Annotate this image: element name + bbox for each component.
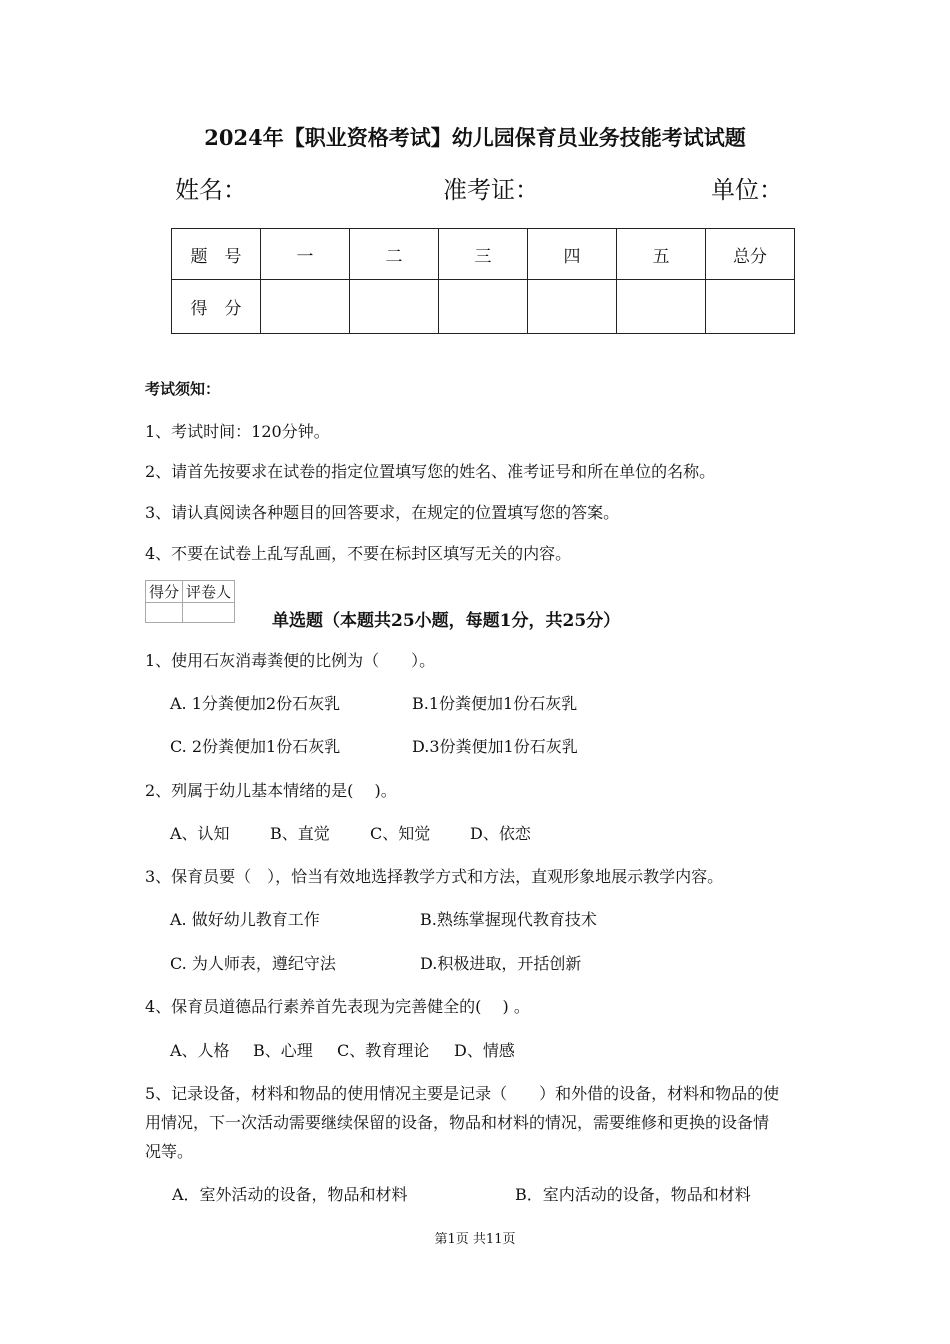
exam-title: 2024年【职业资格考试】幼儿园保育员业务技能考试试题 — [204, 125, 746, 150]
score-table — [171, 228, 795, 334]
exam-id-field-label: 准考证： — [443, 176, 539, 204]
option-b: B.1份粪便加1份石灰乳 — [412, 694, 578, 713]
option-c: C、教育理论 — [337, 1041, 430, 1060]
question-stem: 2、列属于幼儿基本情绪的是( )。 — [145, 781, 397, 800]
option-d: D、依恋 — [470, 824, 531, 843]
option-c: C. 2份粪便加1份石灰乳 — [170, 737, 341, 756]
score-cell — [617, 280, 706, 334]
option-a: A. 1分粪便加2份石灰乳 — [170, 694, 341, 713]
score-cell — [261, 280, 350, 334]
score-cell — [706, 280, 795, 334]
name-field-label: 姓名： — [175, 176, 247, 204]
score-header-cell: 二 — [350, 229, 439, 280]
option-a: A、认知 — [170, 824, 230, 843]
notice-item: 2、请首先按要求在试卷的指定位置填写您的姓名、准考证号和所在单位的名称。 — [145, 462, 716, 481]
option-a: A、人格 — [170, 1041, 230, 1060]
score-header-cell: 题 号 — [172, 229, 261, 280]
page-footer: 第1页 共11页 — [434, 1232, 516, 1247]
option-d: D.3份粪便加1份石灰乳 — [412, 737, 578, 756]
notice-item: 1、考试时间：120分钟。 — [145, 422, 330, 441]
question-stem-line: 5、记录设备，材料和物品的使用情况主要是记录（ ）和外借的设备，材料和物品的使 — [145, 1084, 780, 1103]
question-stem: 3、保育员要（ ），恰当有效地选择教学方式和方法，直观形象地展示教学内容。 — [145, 867, 724, 886]
score-cell — [350, 280, 439, 334]
score-header-cell: 三 — [439, 229, 528, 280]
notice-item: 3、请认真阅读各种题目的回答要求，在规定的位置填写您的答案。 — [145, 503, 620, 522]
score-header-cell: 一 — [261, 229, 350, 280]
option-a: A. 做好幼儿教育工作 — [170, 910, 320, 929]
grader-box — [145, 580, 235, 623]
option-c: C、知觉 — [370, 824, 431, 843]
grader-score-cell — [146, 603, 183, 623]
score-header-cell: 四 — [528, 229, 617, 280]
score-header-cell: 总分 — [706, 229, 795, 280]
notice-heading: 考试须知： — [145, 380, 221, 398]
unit-field-label: 单位： — [711, 176, 783, 204]
score-table-header-row — [172, 229, 795, 280]
score-cell — [439, 280, 528, 334]
option-c: C. 为人师表，遵纪守法 — [170, 954, 336, 973]
notice-item: 4、不要在试卷上乱写乱画，不要在标封区填写无关的内容。 — [145, 544, 572, 563]
grader-reviewer-label: 评卷人 — [183, 581, 235, 603]
score-table-score-row — [172, 280, 795, 334]
score-header-cell: 五 — [617, 229, 706, 280]
score-row-label: 得 分 — [172, 280, 261, 334]
score-cell — [528, 280, 617, 334]
question-stem-line: 况等。 — [145, 1142, 194, 1161]
option-b: B．室内活动的设备，物品和材料 — [515, 1185, 751, 1204]
option-a: A．室外活动的设备，物品和材料 — [172, 1185, 408, 1204]
question-stem-line: 用情况，下一次活动需要继续保留的设备，物品和材料的情况，需要维修和更换的设备情 — [145, 1113, 770, 1132]
grader-reviewer-cell — [183, 603, 235, 623]
option-d: D、情感 — [454, 1041, 515, 1060]
question-stem: 4、保育员道德品行素养首先表现为完善健全的( ) 。 — [145, 997, 530, 1016]
option-b: B.熟练掌握现代教育技术 — [420, 910, 597, 929]
question-stem: 1、使用石灰消毒粪便的比例为（ ）。 — [145, 651, 436, 670]
option-d: D.积极进取，开括创新 — [420, 954, 582, 973]
grader-score-label: 得分 — [146, 581, 183, 603]
option-b: B、心理 — [253, 1041, 313, 1060]
section-title: 单选题（本题共25小题，每题1分，共25分） — [272, 611, 621, 631]
option-b: B、直觉 — [270, 824, 330, 843]
